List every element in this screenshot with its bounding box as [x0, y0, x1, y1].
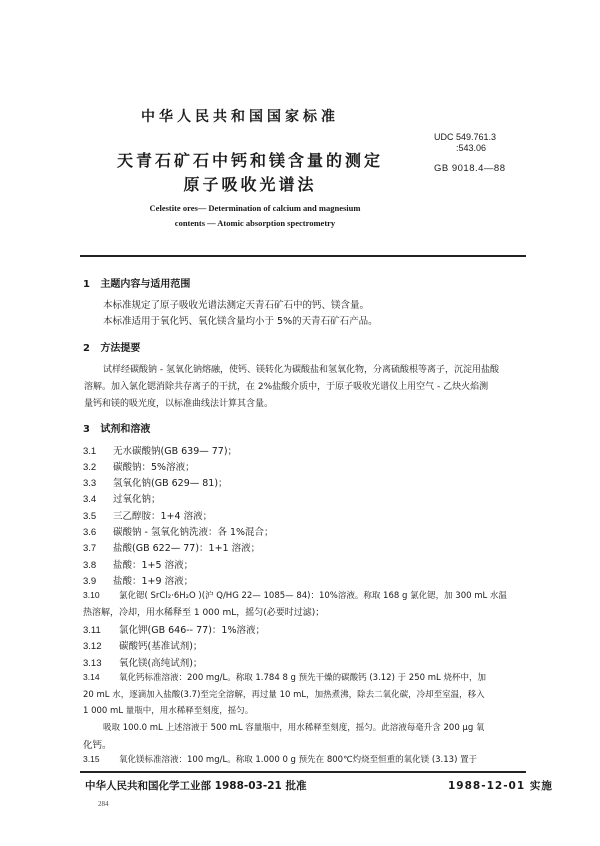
section-number: 3 [83, 424, 90, 435]
udc-code: UDC 549.761.3 [434, 132, 497, 142]
section-number: 2 [83, 343, 90, 354]
section-title: 主题内容与适用范围 [100, 279, 191, 290]
section-1-heading [83, 275, 190, 290]
paragraph: 本标准规定了原子吸收光谱法测定天青石矿石中的钙、镁含量。 [103, 300, 370, 311]
list-item: 3.3 氢氧化钠(GB 629— 81)； [83, 478, 228, 489]
footer-divider [80, 771, 526, 773]
list-item: 3.9 盐酸：1+9 溶液； [83, 576, 194, 587]
list-item: 3.6 碳酸钠 - 氢氧化钠洗液：各 1%混合； [83, 527, 274, 538]
paragraph: 本标准适用于氧化钙、氧化镁含量均小于 5%的天青石矿石产品。 [103, 316, 378, 327]
list-item: 3.15 氧化镁标准溶液：100 mg/L。称取 1.000 0 g 预先在 800℃灼烧至恒重的氧化镁 (3.13) 置于 [83, 754, 478, 765]
list-item-continuation: 1 000 mL 量瓶中，用水稀释至刻度，摇匀。 [83, 706, 254, 716]
paragraph: 吸取 100.0 mL 上述溶液于 500 mL 容量瓶中，用水稀释至刻度，摇匀。此溶液每毫升含 200 μg 氧 [103, 723, 485, 733]
paragraph-line: 溶解。加入氯化锶消除共存离子的干扰，在 2%盐酸介质中，于原子吸收光谱仪上用空气 - 乙炔火焰测 [84, 382, 489, 392]
section-3-heading [83, 420, 150, 435]
title-chinese-line2: 原子吸收光谱法 [183, 175, 317, 194]
list-item: 3.8 盐酸：1+5 溶液； [83, 560, 194, 571]
list-item-continuation: 20 mL 水，逐滴加入盐酸(3.7)至完全溶解，再过量 10 mL，加热煮沸，除去二氧化碳，冷却至室温，移入 [83, 690, 485, 700]
gb-number: GB 9018.4—88 [434, 163, 506, 174]
list-item: 3.14 氧化钙标准溶液：200 mg/L。称取 1.784 8 g 预先干燥的碳酸钙 (3.12) 于 250 mL 烧杯中，加 [83, 672, 486, 683]
page-number: 284 [98, 800, 109, 808]
list-item: 3.2 碳酸钠：5%溶液； [83, 462, 195, 473]
list-item: 3.1 无水碳酸钠(GB 639— 77)； [83, 446, 238, 457]
list-item: 3.4 过氧化钠； [83, 494, 161, 505]
title-english-line2: contents — Atomic absorption spectrometry [174, 218, 336, 228]
title-chinese-line1: 天青石矿石中钙和镁含量的测定 [116, 151, 383, 170]
section-number: 1 [83, 279, 90, 290]
list-item: 3.12 碳酸钙(基准试剂)； [83, 641, 203, 652]
list-item: 3.5 三乙醇胺：1+4 溶液； [83, 511, 213, 522]
paragraph-line: 量钙和镁的吸光度，以标准曲线法计算其含量。 [84, 399, 274, 409]
section-2-heading [83, 339, 140, 354]
implementation-date: 1988-12-01 实施 [448, 780, 553, 792]
standard-name: 中华人民共和国国家标准 [141, 109, 339, 125]
header-divider [80, 255, 526, 257]
udc-code-cont: :543.06 [456, 143, 487, 153]
title-english-line1: Celestite ores— Determination of calcium and magnesium [149, 203, 361, 213]
list-item: 3.11 氯化钾(GB 646-- 77)：1%溶液； [83, 625, 265, 636]
section-title: 方法提要 [100, 343, 141, 354]
paragraph-line: 试样经碳酸钠 - 氢氧化钠熔融，使钙、镁转化为碳酸盐和氢氧化物，分离硫酸根等离子，沉淀用盐酸 [103, 365, 499, 375]
paragraph-continuation: 化钙。 [83, 740, 112, 751]
section-title: 试剂和溶液 [100, 424, 151, 435]
approval-note: 中华人民共和国化学工业部 1988-03-21 批准 [85, 780, 307, 792]
list-item-continuation: 热溶解，冷却，用水稀释至 1 000 mL，摇匀(必要时过滤)； [83, 608, 325, 618]
list-item: 3.7 盐酸(GB 622— 77)：1+1 溶液； [83, 543, 261, 554]
list-item: 3.13 氧化镁(高纯试剂)； [83, 658, 203, 669]
list-item: 3.10 氯化锶( SrCl₂·6H₂O )(沪 Q/HG 22— 1085— 84)：10%溶液。称取 168 g 氯化锶，加 300 mL 水温 [83, 590, 507, 601]
